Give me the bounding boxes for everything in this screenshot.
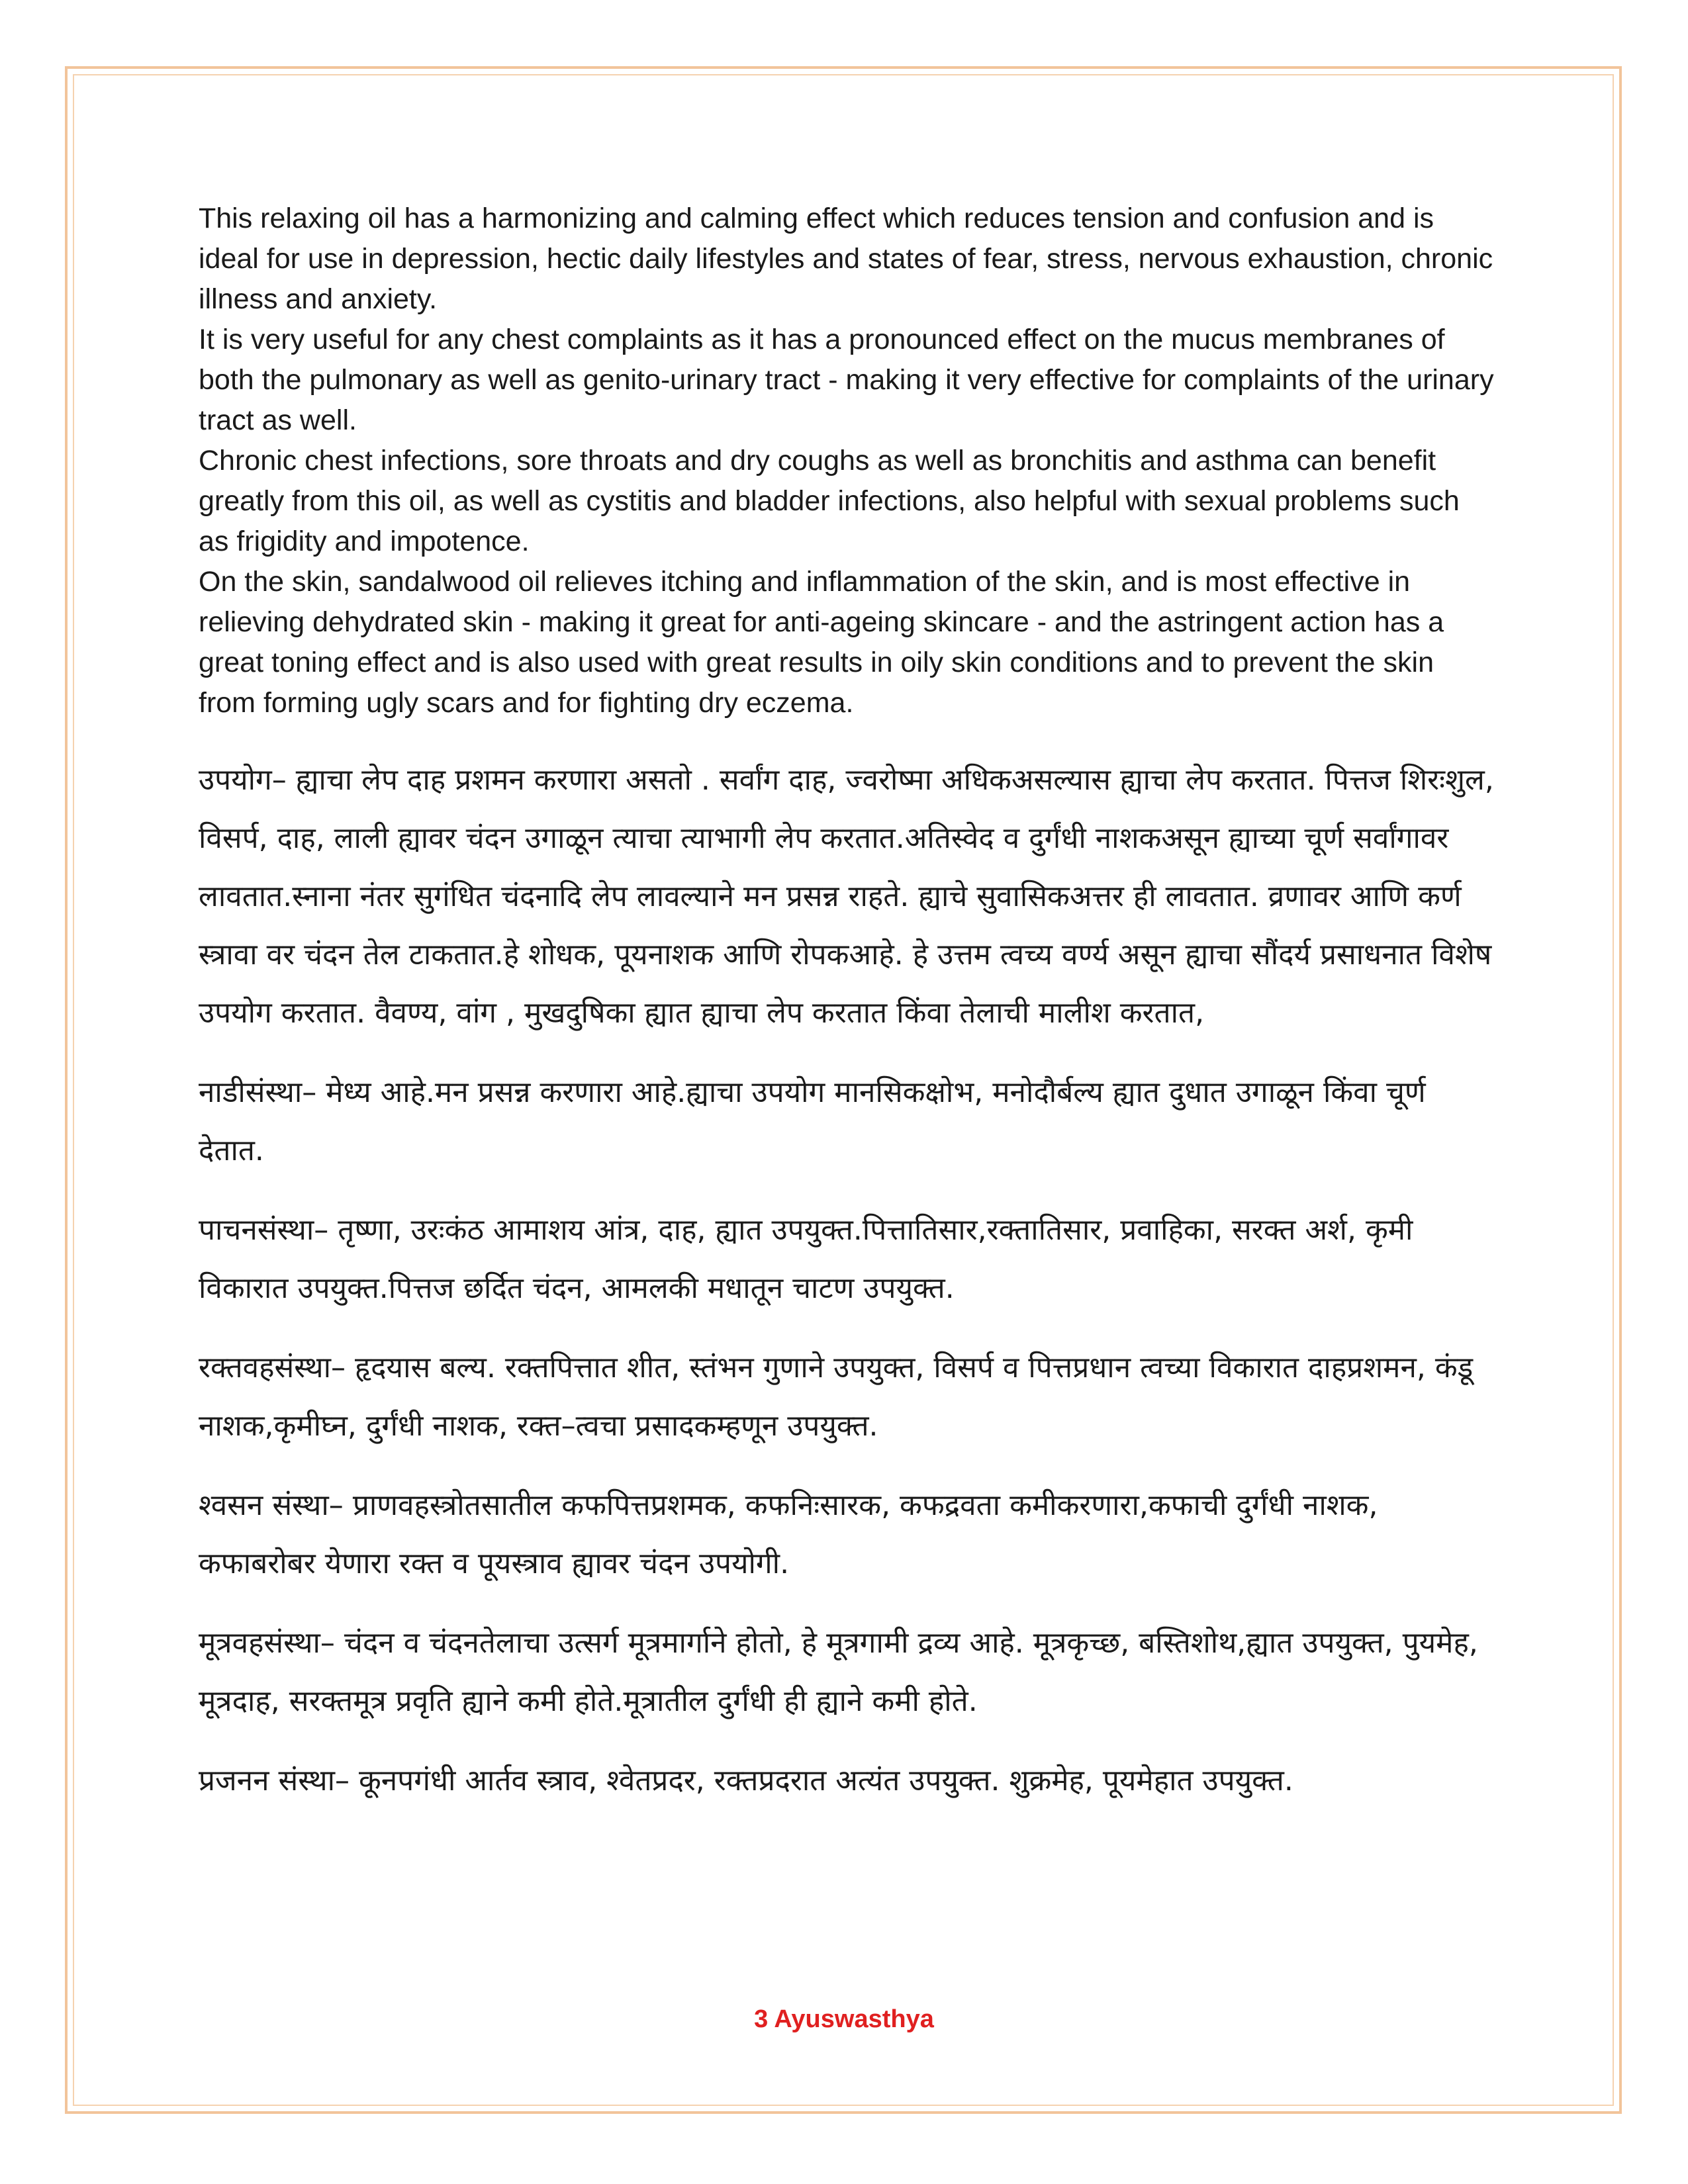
page-content (199, 199, 1496, 1810)
english-paragraph-1: This relaxing oil has a harmonizing and calming effect which reduces tension and confusion and is ideal for use in depression, hectic daily lifestyles and states of fear, stress, nervous exhaustion, chronic illness and anxiety. (199, 203, 1493, 315)
section-text: प्राणवहस्त्रोतसातील कफपित्तप्रशमक, कफनिःसारक, कफद्रवता कमीकरणारा,कफाची दुर्गंधी नाशक, कफाबरोबर येणारा रक्त व पूयस्त्राव ह्यावर चंदन उपयोगी. (199, 1488, 1378, 1580)
section-text: हृदयास बल्य. रक्तपित्तात शीत, स्तंभन गुणाने उपयुक्त, विसर्प व पित्तप्रधान त्वच्या विकारात दाहप्रशमन, कंडू नाशक,कृमीघ्न, दुर्गंधी नाशक, रक्त–त्वचा प्रसादकम्हणून उपयुक्त. (199, 1351, 1474, 1443)
section-text: चंदन व चंदनतेलाचा उत्सर्ग मूत्रमार्गाने होतो, हे मूत्रगामी द्रव्य आहे. मूत्रकृच्छ, बस्तिशोथ,ह्यात उपयुक्त, पुयमेह, मूत्रदाह, सरक्तमूत्र प्रवृति ह्याने कमी होते.मूत्रातील दुर्गंधी ही ह्याने कमी होते. (199, 1626, 1478, 1718)
section-title: पाचनसंस्था– (199, 1213, 329, 1247)
section-title: श्वसन संस्था– (199, 1488, 344, 1522)
section-upayog (199, 751, 1496, 1042)
section-title: मूत्रवहसंस्था– (199, 1626, 335, 1660)
section-text: कूनपगंधी आर्तव स्त्राव, श्वेतप्रदर, रक्तप्रदरात अत्यंत उपयुक्त. शुक्रमेह, पूयमेहात उपयुक्त. (359, 1764, 1293, 1797)
section-prajanansanstha (199, 1752, 1496, 1810)
section-pachansanstha (199, 1201, 1496, 1318)
english-paragraph-2: It is very useful for any chest complaints as it has a pronounced effect on the mucus membranes of both the pulmonary as well as genito-urinary tract - making it very effective for complaints of the urinary tract as well. (199, 324, 1494, 436)
section-raktavahsanstha (199, 1339, 1496, 1455)
section-mutravahsanstha (199, 1614, 1496, 1731)
english-paragraph-3: Chronic chest infections, sore throats and dry coughs as well as bronchitis and asthma can benefit greatly from this oil, as well as cystitis and bladder infections, also helpful with sexual problems such as frigidity and impotence. (199, 445, 1460, 557)
english-paragraph-4: On the skin, sandalwood oil relieves itching and inflammation of the skin, and is most effective in relieving dehydrated skin - making it great for anti-ageing skincare - and the astringent action has a great toning effect and is also used with great results in oily skin conditions and to prevent the skin from forming ugly scars and for fighting dry eczema. (199, 566, 1444, 719)
page-footer: 3 Ayuswasthya (754, 2005, 934, 2033)
section-text: ह्याचा लेप दाह प्रशमन करणारा असतो . सर्वांग दाह, ज्वरोष्मा अधिकअसल्यास ह्याचा लेप करतात. पित्तज शिरःशुल, विसर्प, दाह, लाली ह्यावर चंदन उगाळून त्याचा त्याभागी लेप करतात.अतिस्वेद व दुर्गंधी नाशकअसून ह्याच्या चूर्ण सर्वांगावर लावतात.स्नाना नंतर सुगंधित चंदनादि लेप लावल्याने मन प्रसन्न राहते. ह्याचे सुवासिकअत्तर ही लावतात. व्रणावर आणि कर्ण स्त्रावा वर चंदन तेल टाकतात.हे शोधक, पूयनाशक आणि रोपकआहे. हे उत्तम त्वच्य वर्ण्य असून ह्याचा सौंदर्य प्रसाधनात विशेष उपयोग करतात. वैवण्य, वांग , मुखदुषिका ह्यात ह्याचा लेप करतात किंवा तेलाची मालीश करतात, (199, 763, 1494, 1030)
section-title: रक्तवहसंस्था– (199, 1351, 346, 1385)
english-description (199, 199, 1496, 723)
section-text: तृष्णा, उरःकंठ आमाशय आंत्र, दाह, ह्यात उपयुक्त.पित्तातिसार,रक्तातिसार, प्रवाहिका, सरक्त अर्श, कृमी विकारात उपयुक्त.पित्तज छर्दित चंदन, आमलकी मधातून चाटण उपयुक्त. (199, 1213, 1413, 1305)
section-text: मेध्य आहे.मन प्रसन्न करणारा आहे.ह्याचा उपयोग मानसिकक्षोभ, मनोदौर्बल्य ह्यात दुधात उगाळून किंवा चूर्ण देतात. (199, 1075, 1426, 1167)
section-title: उपयोग– (199, 763, 287, 797)
section-nadisanstha (199, 1064, 1496, 1180)
section-shwasansanstha (199, 1477, 1496, 1593)
section-title: नाडीसंस्था– (199, 1075, 317, 1109)
section-title: प्रजनन संस्था– (199, 1764, 350, 1797)
